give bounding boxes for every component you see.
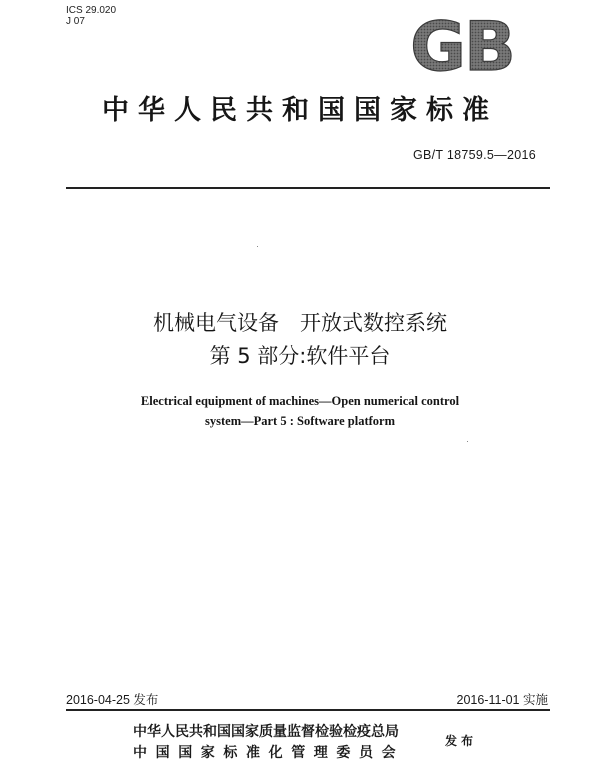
footer-rule (66, 709, 550, 711)
ics-code: ICS 29.020 (66, 5, 117, 16)
scan-speck (467, 441, 468, 442)
chinese-title-line-1: 机械电气设备 开放式数控系统 (153, 311, 447, 335)
issue-date: 2016-04-25 发布 (66, 693, 159, 707)
english-title-line-2: system—Part 5 : Software platform (205, 414, 395, 428)
publisher-line-1: 中华人民共和国国家质量监督检验检疫总局 (133, 724, 399, 740)
scan-speck (257, 246, 258, 247)
english-title-line-1: Electrical equipment of machines—Open numerical control (140, 394, 460, 408)
gb-logo (402, 13, 522, 75)
standard-number: GB/T 18759.5—2016 (412, 148, 536, 162)
chinese-title-line-2: 第 5 部分:软件平台 (209, 344, 391, 368)
publisher-line-2: 中国国家标准化管理委员会 (133, 745, 405, 761)
gb-logo-text: GB (410, 13, 514, 75)
standard-organization-title: 中华人民共和国国家标准 (102, 95, 498, 126)
header-rule (66, 187, 550, 189)
ccs-code: J 07 (66, 16, 85, 27)
publish-label: 发布 (445, 734, 478, 748)
implementation-date: 2016-11-01 实施 (456, 693, 548, 707)
